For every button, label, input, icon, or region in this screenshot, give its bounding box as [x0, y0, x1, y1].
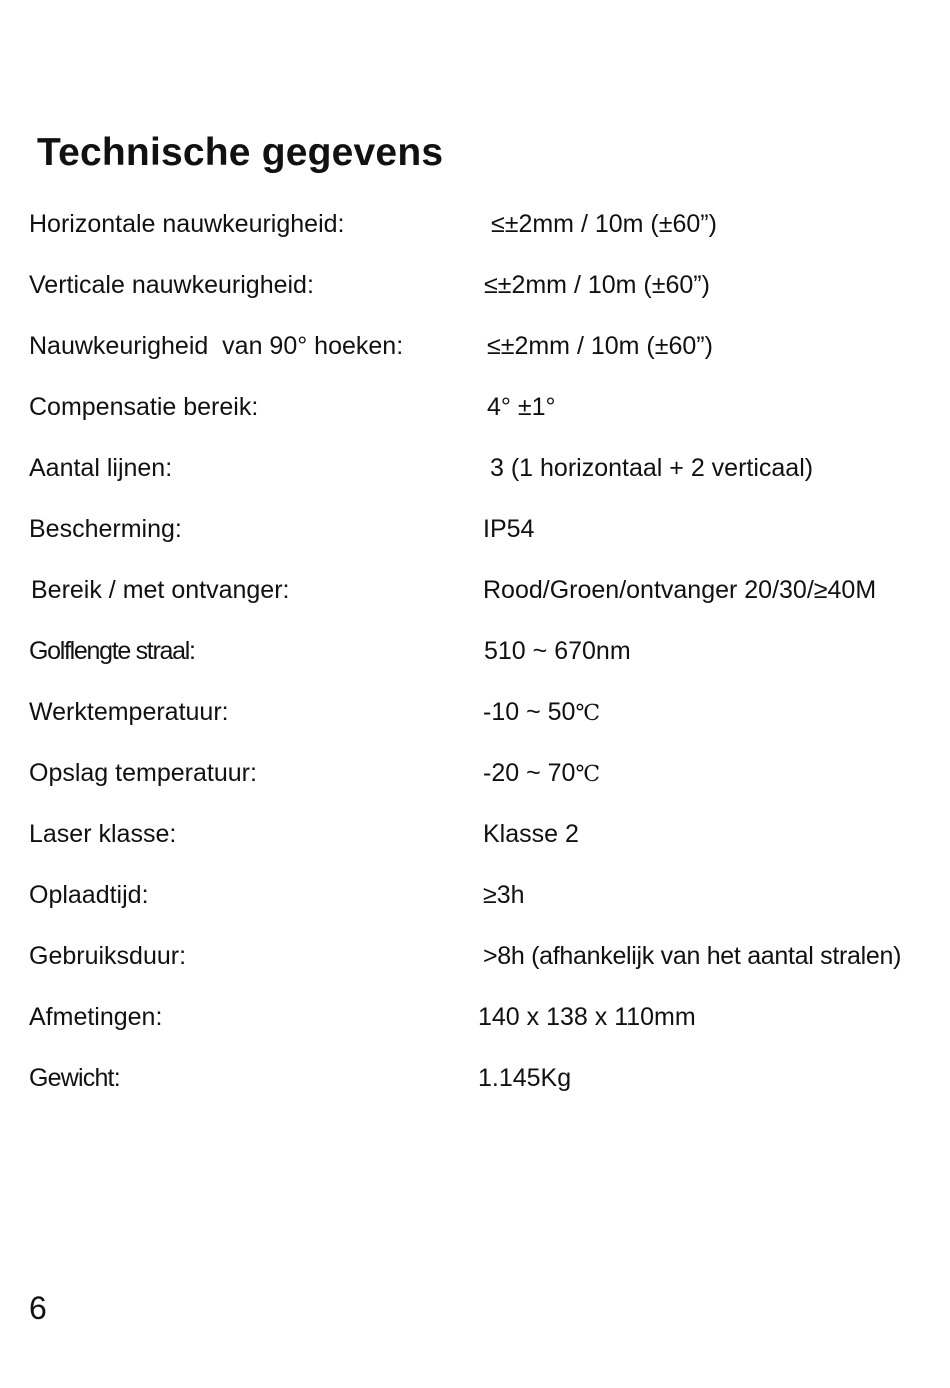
- spec-label: Laser klasse:: [29, 820, 177, 848]
- spec-label: Horizontale nauwkeurigheid:: [29, 210, 345, 238]
- spec-value: ≤±2mm / 10m (±60”): [487, 332, 713, 360]
- spec-label: Nauwkeurigheid van 90° hoeken:: [29, 332, 404, 360]
- spec-label: Oplaadtijd:: [29, 881, 149, 909]
- spec-label: Gewicht:: [29, 1064, 120, 1092]
- spec-value: ≤±2mm / 10m (±60”): [484, 271, 710, 299]
- spec-row-laser-class: [0, 814, 950, 854]
- spec-value: [483, 692, 600, 734]
- spec-value: 3 (1 horizontaal + 2 verticaal): [490, 454, 814, 482]
- spec-row-protection: [0, 509, 950, 549]
- temperature-range: -10 ~ 50: [483, 698, 576, 726]
- celsius-unit: ℃: [575, 701, 601, 726]
- spec-row-storage-temperature: [0, 753, 950, 793]
- page-title: Technische gegevens: [37, 131, 444, 174]
- spec-value: ≤±2mm / 10m (±60”): [491, 210, 717, 238]
- spec-value: 1.145Kg: [478, 1064, 572, 1092]
- spec-label: Bescherming:: [29, 515, 182, 543]
- temperature-range: -20 ~ 70: [483, 759, 576, 787]
- spec-label: Gebruiksduur:: [29, 942, 187, 970]
- spec-label: Bereik / met ontvanger:: [31, 576, 290, 604]
- spec-row-compensation-range: [0, 387, 950, 427]
- spec-value: Rood/Groen/ontvanger 20/30/≥40M: [483, 576, 877, 604]
- spec-value: 4° ±1°: [487, 393, 556, 421]
- spec-row-number-of-lines: [0, 448, 950, 488]
- spec-value: 510 ~ 670nm: [484, 637, 631, 665]
- spec-value: >8h (afhankelijk van het aantal stralen): [483, 942, 902, 970]
- spec-label: Aantal lijnen:: [29, 454, 173, 482]
- spec-value: ≥3h: [483, 881, 525, 909]
- spec-row-charging-time: [0, 875, 950, 915]
- page-number: 6: [29, 1290, 47, 1326]
- spec-row-wavelength: [0, 631, 950, 671]
- spec-label: Opslag temperatuur:: [29, 759, 257, 787]
- spec-value: 140 x 138 x 110mm: [478, 1003, 696, 1031]
- spec-value: IP54: [483, 515, 535, 543]
- spec-row-dimensions: [0, 997, 950, 1037]
- spec-row-right-angle-accuracy: [0, 326, 950, 366]
- spec-row-range: [0, 570, 950, 610]
- spec-label: Golflengte straal:: [29, 637, 195, 665]
- spec-row-weight: [0, 1058, 950, 1098]
- spec-value: Klasse 2: [483, 820, 579, 848]
- spec-row-operating-temperature: [0, 692, 950, 732]
- spec-row-horizontal-accuracy: [0, 204, 950, 244]
- celsius-unit: ℃: [575, 762, 601, 787]
- spec-row-vertical-accuracy: [0, 265, 950, 305]
- spec-value: [483, 753, 600, 795]
- spec-label: Compensatie bereik:: [29, 393, 259, 421]
- spec-label: Werktemperatuur:: [29, 698, 229, 726]
- spec-row-operating-time: [0, 936, 950, 976]
- spec-label: Afmetingen:: [29, 1003, 163, 1031]
- spec-label: Verticale nauwkeurigheid:: [29, 271, 314, 299]
